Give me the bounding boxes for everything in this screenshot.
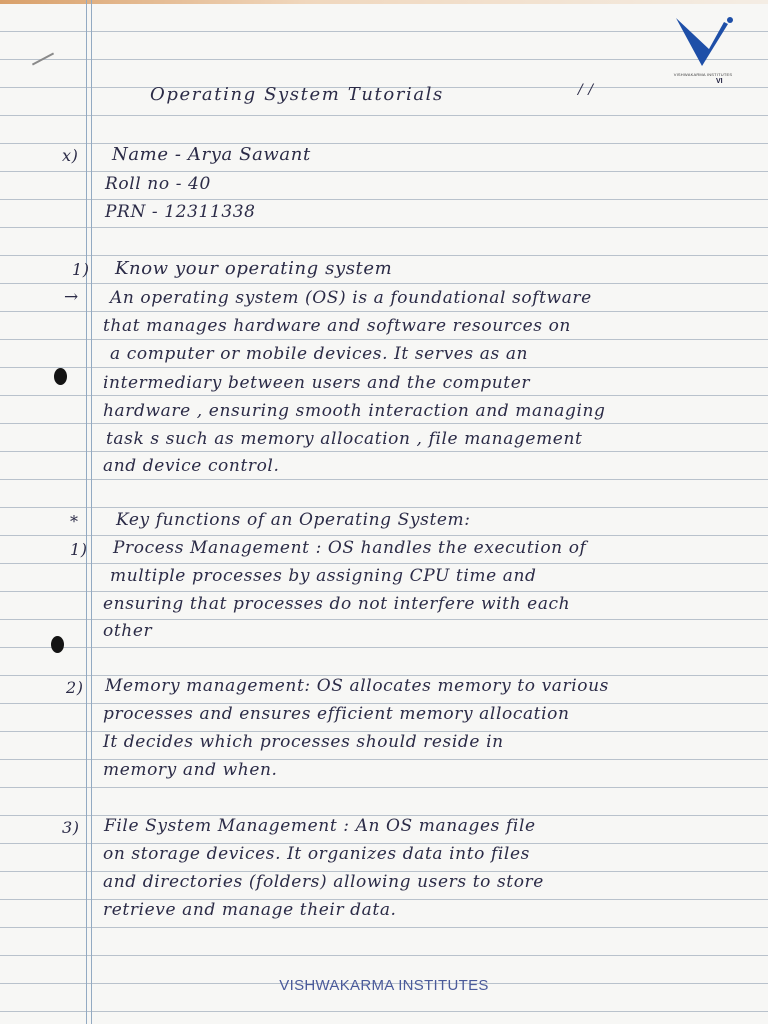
text-line: on storage devices. It organizes data into files bbox=[103, 844, 530, 864]
student-marker: x) bbox=[62, 146, 79, 165]
student-name: Name - Arya Sawant bbox=[112, 144, 311, 165]
text-line: processes and ensures efficient memory allocation bbox=[103, 704, 570, 724]
student-roll: Roll no - 40 bbox=[105, 174, 211, 194]
text-line: task s such as memory allocation , file management bbox=[106, 429, 583, 449]
key-functions-marker: * bbox=[70, 512, 79, 531]
page-title: Operating System Tutorials bbox=[150, 84, 444, 105]
item-marker: 1) bbox=[70, 540, 88, 559]
date-mark: / / bbox=[578, 82, 594, 98]
text-line: Process Management : OS handles the execution of bbox=[113, 538, 587, 558]
punch-hole bbox=[51, 636, 64, 653]
text-line: retrieve and manage their data. bbox=[103, 900, 397, 920]
arrow-icon: → bbox=[64, 287, 79, 307]
student-prn: PRN - 12311338 bbox=[105, 202, 256, 222]
text-line: and device control. bbox=[103, 456, 280, 476]
text-line: memory and when. bbox=[103, 760, 278, 780]
text-line: multiple processes by assigning CPU time and bbox=[110, 566, 537, 586]
section-marker: 1) bbox=[72, 260, 90, 279]
margin-line bbox=[86, 0, 87, 1024]
margin-line bbox=[91, 0, 92, 1024]
punch-hole bbox=[54, 368, 67, 385]
institute-logo bbox=[668, 14, 738, 94]
pen-mark bbox=[32, 52, 54, 65]
text-line: Memory management: OS allocates memory to various bbox=[105, 676, 609, 696]
logo-initials: VI bbox=[716, 78, 723, 85]
item-marker: 2) bbox=[66, 678, 84, 697]
text-line: other bbox=[103, 621, 153, 641]
key-functions-heading: Key functions of an Operating System: bbox=[116, 510, 471, 530]
v-logo-icon bbox=[668, 14, 738, 74]
text-line: It decides which processes should reside in bbox=[103, 732, 504, 752]
text-line: intermediary between users and the computer bbox=[103, 373, 531, 393]
item-marker: 3) bbox=[62, 818, 80, 837]
text-line: that manages hardware and software resources on bbox=[103, 316, 571, 336]
page-footer: VISHWAKARMA INSTITUTES bbox=[279, 977, 489, 994]
page-top-edge bbox=[0, 0, 768, 4]
logo-text: VISHWAKARMA INSTITUTES bbox=[673, 72, 733, 77]
text-line: and directories (folders) allowing users to store bbox=[103, 872, 544, 892]
text-line: An operating system (OS) is a foundational software bbox=[110, 288, 592, 308]
text-line: hardware , ensuring smooth interaction and managing bbox=[103, 401, 606, 421]
section-heading: Know your operating system bbox=[115, 258, 393, 279]
text-line: File System Management : An OS manages file bbox=[104, 816, 536, 836]
text-line: a computer or mobile devices. It serves as an bbox=[110, 344, 529, 364]
text-line: ensuring that processes do not interfere with each bbox=[103, 594, 571, 614]
